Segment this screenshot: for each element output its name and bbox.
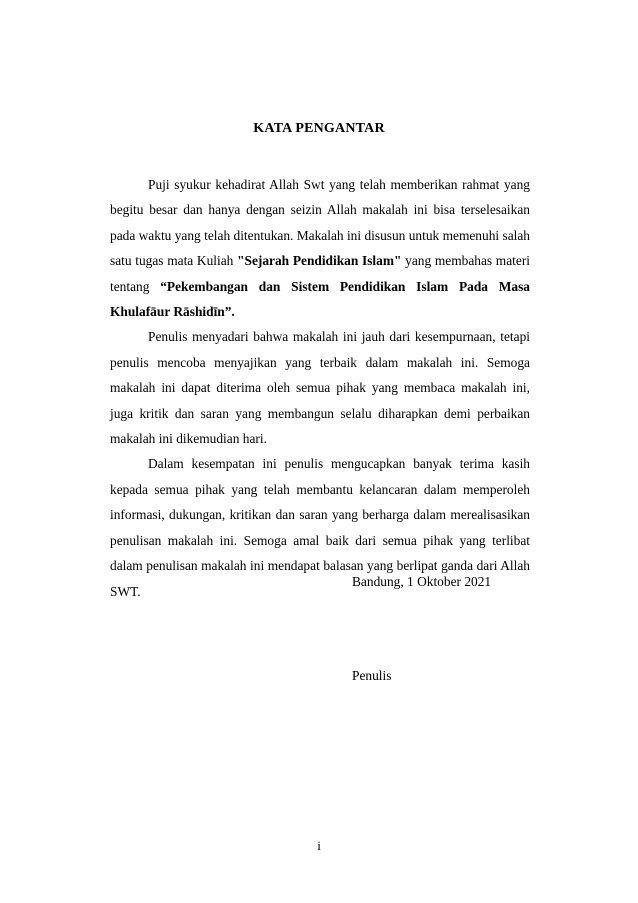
paragraph-1-text-a: Puji syukur kehadirat Allah Swt yang telah memberikan rahmat yang begitu besar dan hanya dengan seizin Allah makalah ini bisa terselesaikan pada waktu yang telah ditentukan. Makalah ini disusun untuk memenuhi salah satu tugas mata Kuliah — [110, 177, 530, 269]
page-title: KATA PENGANTAR — [253, 121, 385, 136]
paragraph-1-text-b: yang membahas materi tentang — [110, 253, 530, 294]
paper-topic: “Pekembangan dan Sistem Pendidikan Islam Pada Masa Khulafāur Rāshidīn”. — [110, 278, 530, 320]
paragraph-3: Dalam kesempatan ini penulis mengucapkan banyak terima kasih kepada semua pihak yang telah membantu kelancaran dalam memperoleh informasi, dukungan, kritikan dan saran yang berharga dalam merealisasikan penulisan makalah ini. Semoga amal baik dari semua pihak yang terlibat dalam penulisan makalah ini mendapat balasan yang berlipat ganda dari Allah SWT. — [110, 456, 530, 599]
author-signature: Penulis — [352, 668, 392, 683]
document-body — [110, 172, 530, 604]
paragraph-1 — [110, 172, 530, 324]
page-number: i — [317, 838, 321, 853]
paragraph-2: Penulis menyadari bahwa makalah ini jauh dari kesempurnaan, tetapi penulis mencoba menyajikan yang terbaik dalam makalah ini. Semoga makalah ini dapat diterima oleh semua pihak yang membaca makalah ini, juga kritik dan saran yang membangun selalu diharapkan demi perbaikan makalah ini dikemudian hari. — [110, 329, 530, 447]
place-date: Bandung, 1 Oktober 2021 — [352, 574, 492, 589]
course-name: "Sejarah Pendidikan Islam" — [237, 253, 402, 269]
